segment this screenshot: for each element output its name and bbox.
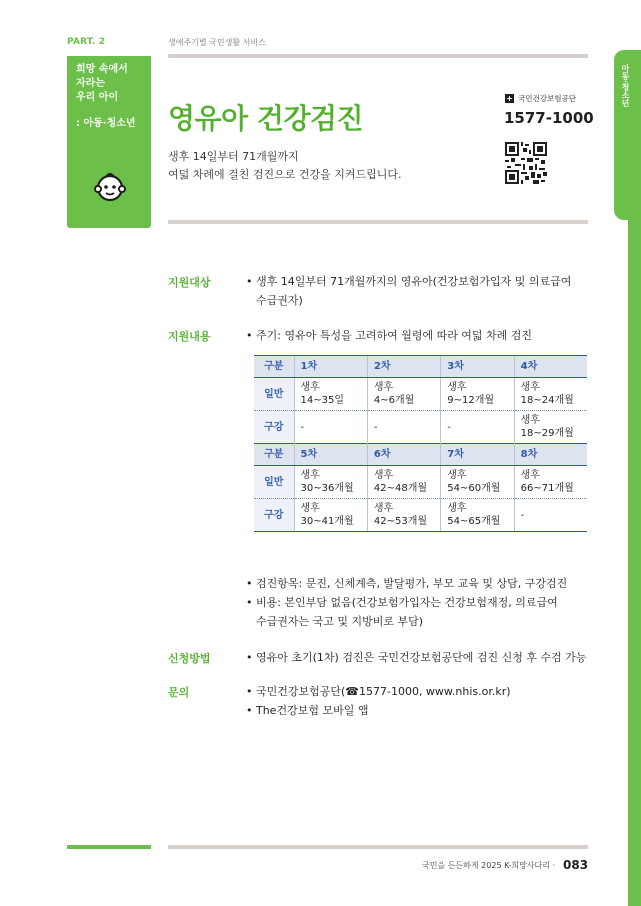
table-cell: 생후 42~53개월 [367, 499, 440, 532]
table-cell: 생후 30~36개월 [294, 466, 367, 499]
body-line: 수급권자) [256, 294, 303, 307]
checkup-schedule-table [254, 355, 587, 532]
top-divider [168, 54, 588, 58]
section-label-target: 지원대상 [168, 276, 211, 289]
table-cell: 생후 9~12개월 [441, 378, 514, 411]
table-cell: - [514, 499, 587, 532]
section-label-content: 지원내용 [168, 330, 211, 343]
table-cell: 생후 18~29개월 [514, 411, 587, 444]
table-cell: 생후 30~41개월 [294, 499, 367, 532]
table-header-cell: 6차 [367, 444, 440, 466]
table-cell: 생후 42~48개월 [367, 466, 440, 499]
part-label: PART. 2 [67, 37, 106, 47]
org-name [505, 93, 576, 104]
chapter-title-line: 희망 속에서 [76, 64, 128, 75]
table-cell: - [441, 411, 514, 444]
body-line: • 영유아 초기(1차) 검진은 국민건강보험공단에 검진 신청 후 수검 가능 [246, 651, 587, 664]
table-row-head: 구강 [254, 411, 294, 444]
table-row-head: 일반 [254, 378, 294, 411]
table-header-cell: 2차 [367, 356, 440, 378]
table-header-cell: 7차 [441, 444, 514, 466]
table-cell: 생후 54~60개월 [441, 466, 514, 499]
body-line: • 생후 14일부터 71개월까지의 영유아(건강보험가입자 및 의료급여 [246, 275, 572, 288]
table-header-cell: 4차 [514, 356, 587, 378]
chapter-card [67, 56, 151, 228]
chapter-subtitle: : 아동·청소년 [76, 118, 136, 129]
header-bottom-divider [168, 220, 588, 224]
table-header-cell: 8차 [514, 444, 587, 466]
table-cell: 생후 54~65개월 [441, 499, 514, 532]
section-body-inquiry [246, 682, 511, 720]
table-row [254, 499, 587, 532]
table-cell: - [294, 411, 367, 444]
side-tab-section[interactable] [614, 50, 641, 220]
table-header-cell: 구분 [254, 444, 294, 466]
page-subtitle: 생후 14일부터 71개월까지 [168, 150, 299, 163]
page-subtitle: 여덟 차례에 걸친 검진으로 건강을 지켜드립니다. [168, 168, 402, 181]
phone-number: 1577-1000 [504, 109, 594, 127]
section-label-inquiry: 문의 [168, 686, 190, 699]
body-line: • 국민건강보험공단(☎1577-1000, www.nhis.or.kr) [246, 685, 511, 698]
table-cell: 생후 4~6개월 [367, 378, 440, 411]
body-line: 수급권자는 국고 및 지방비로 부담) [256, 615, 424, 628]
page-title: 영유아 건강검진 [168, 102, 364, 135]
table-row-head: 일반 [254, 466, 294, 499]
table-cell: 생후 66~71개월 [514, 466, 587, 499]
side-tab-label: 아동·청소년 [621, 64, 630, 108]
table-header-cell: 구분 [254, 356, 294, 378]
footer-green-bar [67, 845, 151, 849]
org-label: 국민건강보험공단 [518, 94, 576, 103]
side-strip [628, 220, 641, 906]
table-header-cell: 5차 [294, 444, 367, 466]
table-header-row [254, 356, 587, 378]
section-body-target [246, 272, 571, 310]
table-row [254, 411, 587, 444]
section-body-apply [246, 648, 586, 667]
footer-text: 국민을 든든하게 2025 K-희망사다리 · [422, 861, 556, 870]
table-header-cell: 1차 [294, 356, 367, 378]
table-cell: - [367, 411, 440, 444]
baby-face-icon [93, 168, 127, 204]
body-line: • 검진항목: 문진, 신체계측, 발달평가, 부모 교육 및 상담, 구강검진 [246, 577, 568, 590]
table-row [254, 466, 587, 499]
body-line: • 비용: 본인부담 없음(건강보험가입자는 건강보험재정, 의료급여 [246, 596, 558, 609]
body-line: • The건강보험 모바일 앱 [246, 704, 369, 717]
page-number: 083 [563, 858, 589, 872]
chapter-title-line: 우리 아이 [76, 92, 119, 103]
table-header-row [254, 444, 587, 466]
breadcrumb: 생애주기별 국민생활 서비스 [168, 38, 266, 47]
chapter-title-line: 자라는 [76, 78, 105, 89]
section-body-content [246, 326, 532, 345]
qr-code-icon[interactable] [505, 142, 547, 184]
table-cell: 생후 18~24개월 [514, 378, 587, 411]
table-header-cell: 3차 [441, 356, 514, 378]
table-cell: 생후 14~35일 [294, 378, 367, 411]
section-body-items [246, 574, 567, 631]
table-row [254, 378, 587, 411]
section-label-apply: 신청방법 [168, 652, 211, 665]
plus-icon: + [506, 94, 513, 103]
table-row-head: 구강 [254, 499, 294, 532]
footer-divider [168, 845, 588, 849]
body-line: • 주기: 영유아 특성을 고려하여 월령에 따라 여덟 차례 검진 [246, 329, 533, 342]
